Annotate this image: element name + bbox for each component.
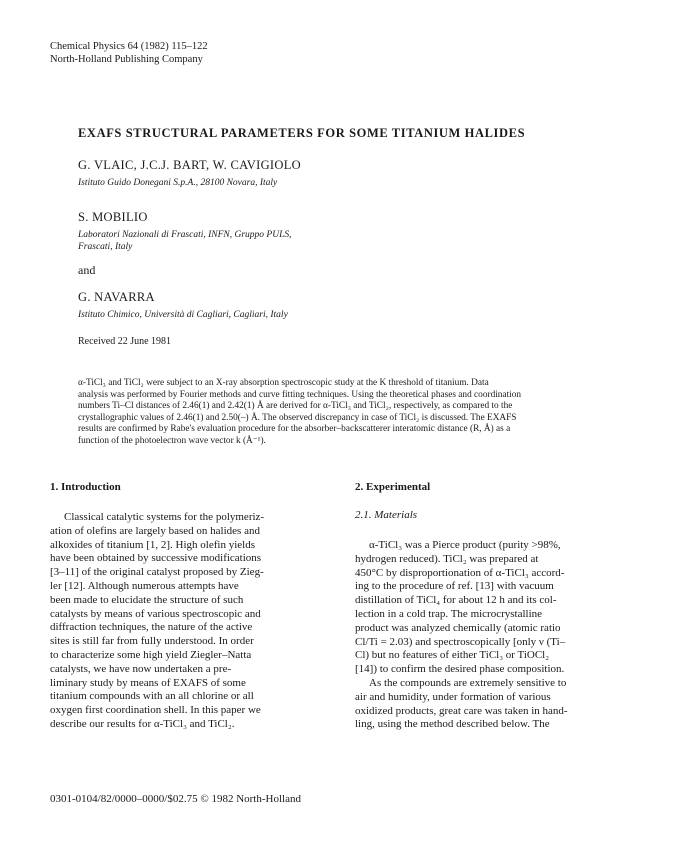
body-line: Cl/Ti = 2.03) and spectroscopically [only ν (Ti– bbox=[355, 635, 566, 648]
body-line: ing to the procedure of ref. [13] with vacuum bbox=[355, 580, 554, 593]
body-line: ation of olefins are largely based on halides and bbox=[50, 524, 260, 537]
body-line: describe our results for α-TiCl₃ and TiCl₂. bbox=[50, 717, 235, 730]
body-line: [14]) to confirm the desired phase composition. bbox=[355, 663, 565, 676]
abstract-line: α-TiCl₃ and TiCl₂ were subject to an X-ray absorption spectroscopic study at the K threshold of titanium. Data bbox=[78, 378, 489, 388]
section-1-body bbox=[50, 511, 325, 732]
body-line: ler [12]. Although numerous attempts have bbox=[50, 579, 239, 592]
author-group-3: G. NAVARRA bbox=[78, 290, 155, 304]
affiliation-3: Istituto Chimico, Università di Cagliari, Cagliari, Italy bbox=[78, 310, 288, 320]
body-line: catalysts by means of various spectroscopic and bbox=[50, 607, 261, 620]
body-line: hydrogen reduced). TiCl₂ was prepared at bbox=[355, 552, 539, 565]
body-line: Classical catalytic systems for the polymeriz- bbox=[64, 511, 265, 523]
body-line: product was analyzed chemically (atomic ratio bbox=[355, 621, 561, 634]
received-date: Received 22 June 1981 bbox=[78, 336, 172, 347]
body-line: sites is still far from fully understood. In order bbox=[50, 635, 254, 648]
body-line: oxidized products, great care was taken in hand- bbox=[355, 704, 568, 717]
affiliation-1: Istituto Guido Donegani S.p.A., 28100 Novara, Italy bbox=[78, 178, 278, 188]
author-group-2: S. MOBILIO bbox=[78, 210, 148, 224]
body-line: catalysts, we have now undertaken a pre- bbox=[50, 662, 232, 675]
abstract bbox=[78, 378, 538, 448]
body-line: As the compounds are extremely sensitive to bbox=[369, 676, 567, 689]
affiliation-2-line-1: Laboratori Nazionali di Frascati, INFN, Gruppo PULS, bbox=[78, 230, 292, 240]
affiliation-2 bbox=[78, 229, 292, 253]
journal-header bbox=[50, 40, 208, 66]
body-line: oxygen first coordination shell. In this paper we bbox=[50, 704, 261, 717]
body-line: distillation of TiCl₄ for about 12 h and its col- bbox=[355, 594, 557, 607]
body-line: titanium compounds with an all chlorine or all bbox=[50, 690, 254, 703]
body-line: Cl) but no features of either TiCl₃ or TiOCl₂ bbox=[355, 649, 550, 662]
abstract-line: analysis was performed by Fourier methods and curve fitting techniques. Using the theoretical phases and coordination bbox=[78, 389, 522, 400]
publisher: North-Holland Publishing Company bbox=[50, 54, 203, 65]
abstract-line: numbers Ti–Cl distances of 2.46(1) and 2.42(1) Å are derived for α-TiCl₃ and TiCl₂, respectively, as compared to the bbox=[78, 401, 513, 412]
abstract-line: function of the photoelectron wave vector k (Å⁻¹). bbox=[78, 435, 266, 446]
body-line: alkoxides of titanium [1, 2]. High olefin yields bbox=[50, 538, 255, 551]
journal-citation: Chemical Physics 64 (1982) 115–122 bbox=[50, 41, 208, 52]
body-line: been made to elucidate the structure of such bbox=[50, 593, 244, 606]
section-2-body bbox=[355, 539, 630, 732]
subsection-2-1-heading: 2.1. Materials bbox=[355, 509, 418, 521]
body-line: have been obtained by successive modifications bbox=[50, 552, 262, 565]
body-line: liminary study by means of EXAFS of some bbox=[50, 676, 246, 689]
body-line: ling, using the method described below. The bbox=[355, 718, 550, 731]
paper-title: EXAFS STRUCTURAL PARAMETERS FOR SOME TITANIUM HALIDES bbox=[78, 126, 526, 140]
body-line: lection in a cold trap. The microcrystalline bbox=[355, 607, 543, 620]
section-2-heading: 2. Experimental bbox=[355, 481, 431, 493]
abstract-line: crystallographic values of 2.46(1) and 2.50(–) Å. The observed discrepancy in case of TiCl₂ is discussed. The EXAFS bbox=[78, 412, 517, 423]
body-line: air and humidity, under formation of various bbox=[355, 690, 551, 703]
abstract-line: results are confirmed by Rabe's evaluation procedure for the absorber–backscatterer interatomic distance (R, Å) as a bbox=[78, 424, 511, 435]
body-line: diffraction techniques, the nature of the active bbox=[50, 621, 253, 634]
affiliation-2-line-2: Frascati, Italy bbox=[78, 242, 133, 252]
copyright-footer: 0301-0104/82/0000–0000/$02.75 © 1982 North-Holland bbox=[50, 793, 301, 805]
body-line: α-TiCl₃ was a Pierce product (purity >98%, bbox=[369, 539, 561, 551]
and-separator: and bbox=[78, 263, 96, 277]
body-line: 450°C by disproportionation of α-TiCl₃ accord- bbox=[355, 566, 565, 579]
body-line: to characterize some high yield Ziegler–Natta bbox=[50, 648, 252, 661]
author-group-1: G. VLAIC, J.C.J. BART, W. CAVIGIOLO bbox=[78, 158, 301, 172]
body-line: [3–11] of the original catalyst proposed by Zieg- bbox=[50, 566, 264, 579]
section-1-heading: 1. Introduction bbox=[50, 481, 121, 493]
